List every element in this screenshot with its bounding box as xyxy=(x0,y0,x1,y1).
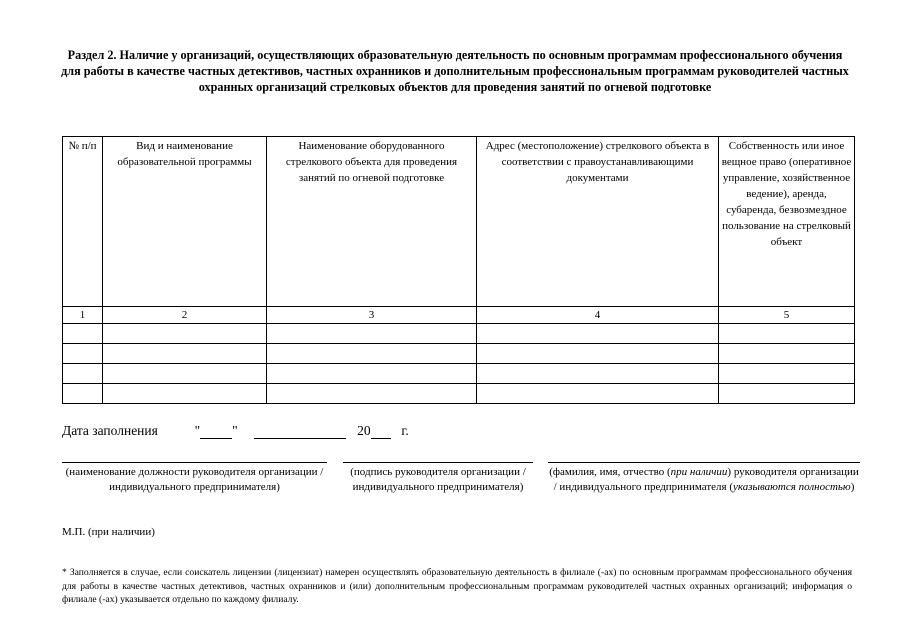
table-cell[interactable] xyxy=(103,364,267,384)
column-number: 1 xyxy=(63,307,103,324)
table-cell[interactable] xyxy=(267,324,477,344)
table-cell[interactable] xyxy=(477,384,719,404)
table-row xyxy=(63,364,855,384)
table-cell[interactable] xyxy=(103,324,267,344)
shooting-objects-table xyxy=(62,136,855,404)
column-number: 2 xyxy=(103,307,267,324)
signature-line: (подпись руководителя организации / индивидуального предпринимателя) xyxy=(343,462,533,495)
fill-date xyxy=(62,423,409,439)
year-prefix: 20 xyxy=(357,423,371,438)
fill-date-label: Дата заполнения xyxy=(62,423,158,438)
table-row xyxy=(63,344,855,364)
header-program: Вид и наименование образовательной программы xyxy=(103,137,267,307)
column-number: 5 xyxy=(719,307,855,324)
table-cell[interactable] xyxy=(63,384,103,404)
table-cell[interactable] xyxy=(267,384,477,404)
column-number-row xyxy=(63,307,855,324)
table-cell[interactable] xyxy=(63,324,103,344)
year-suffix: г. xyxy=(401,423,409,438)
table-cell[interactable] xyxy=(103,344,267,364)
quote-close: " xyxy=(232,423,238,438)
full-name-signature-line xyxy=(548,462,860,495)
position-signature-line: (наименование должности руководителя организации / индивидуального предпринимателя) xyxy=(62,462,327,495)
section-title: Раздел 2. Наличие у организаций, осуществляющих образовательную деятельность по основным программам профессионального обучения для работы в качестве частных детективов, частных охранников и дополнительным профессиональным программам руководителей частных охранных организаций стрелковых объектов для проведения занятий по огневой подготовке xyxy=(61,48,849,94)
table-cell[interactable] xyxy=(719,324,855,344)
table-cell[interactable] xyxy=(267,364,477,384)
table-row xyxy=(63,384,855,404)
name-caption-part: ) руководителя организации / индивидуального предпринимателя ( xyxy=(553,466,859,493)
table-cell[interactable] xyxy=(267,344,477,364)
header-ownership: Собственность или иное вещное право (оперативное управление, хозяйственное ведение), аренда, субаренда, безвозмездное пользование на стрелковый объект xyxy=(719,137,855,307)
table-cell[interactable] xyxy=(103,384,267,404)
month-field[interactable] xyxy=(254,424,346,439)
table-cell[interactable] xyxy=(477,344,719,364)
name-caption-italic: указываются полностью xyxy=(732,481,851,493)
header-object-name: Наименование оборудованного стрелкового объекта для проведения занятий по огневой подготовке xyxy=(267,137,477,307)
header-address: Адрес (местоположение) стрелкового объекта в соответствии с правоустанавливающими документами xyxy=(477,137,719,307)
day-field[interactable] xyxy=(200,424,232,439)
column-number: 4 xyxy=(477,307,719,324)
column-number: 3 xyxy=(267,307,477,324)
name-caption-part: ) xyxy=(850,481,855,493)
year-field[interactable] xyxy=(371,424,391,439)
stamp-place: М.П. (при наличии) xyxy=(62,526,155,538)
name-caption-part: (фамилия, имя, отчество ( xyxy=(549,466,671,478)
table-cell[interactable] xyxy=(63,364,103,384)
table-cell[interactable] xyxy=(719,384,855,404)
footnote: * Заполняется в случае, если соискатель лицензии (лицензиат) намерен осуществлять образовательную деятельность в филиале (-ах) по основным программам профессионального обучения для работы в качестве частных детективов, частных охранников и (или) дополнительным профессиональным программам руководителей частных охранных организаций; информация о филиале (-ах) указывается отдельно по каждому филиалу. xyxy=(62,567,852,605)
table-cell[interactable] xyxy=(63,344,103,364)
name-caption-italic: при наличии xyxy=(670,466,728,478)
table-row xyxy=(63,324,855,344)
table-cell[interactable] xyxy=(719,344,855,364)
header-number: № п/п xyxy=(63,137,103,307)
table-cell[interactable] xyxy=(719,364,855,384)
quote-open: " xyxy=(194,423,201,438)
table-cell[interactable] xyxy=(477,364,719,384)
table-header-row xyxy=(63,137,855,307)
table-cell[interactable] xyxy=(477,324,719,344)
